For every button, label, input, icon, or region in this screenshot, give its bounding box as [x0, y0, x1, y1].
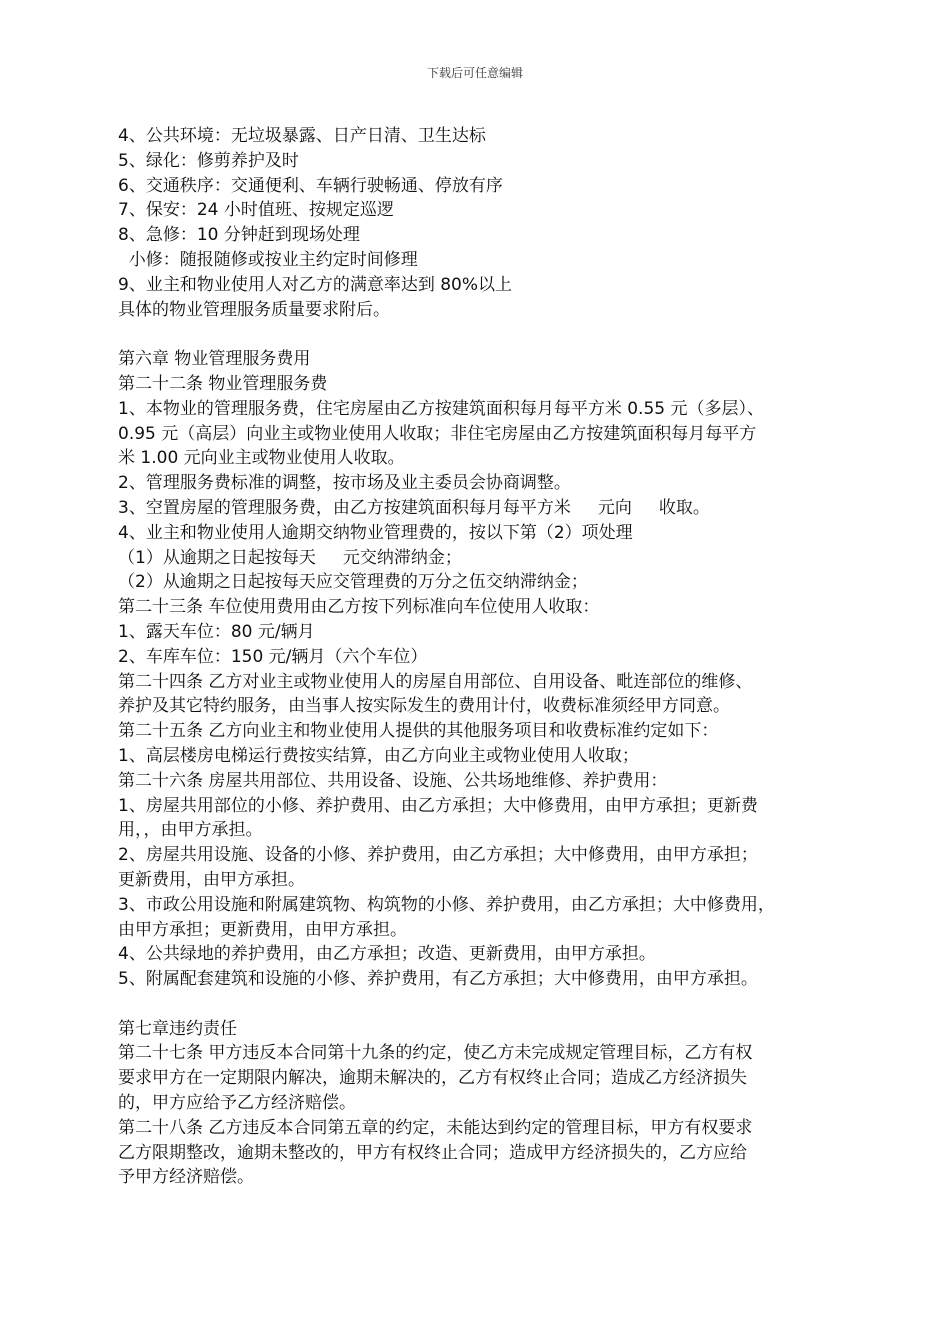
text-line: 4、公共环境：无垃圾暴露、日产日清、卫生达标: [118, 126, 486, 146]
text-line: 2、车库车位：150 元/辆月（六个车位）: [118, 646, 428, 667]
text-line: 6、交通秩序：交通便利、车辆行驶畅通、停放有序: [118, 175, 503, 196]
chapter-six-section: [118, 347, 918, 992]
text-line: 9、业主和物业使用人对乙方的满意率达到 80%以上: [118, 274, 513, 295]
paragraph-gap: [118, 992, 918, 1017]
text-line: 1、露天车位：80 元/辆月: [118, 621, 315, 642]
page-header: 下载后可任意编辑: [426, 66, 523, 80]
text-line: 5、绿化：修剪养护及时: [118, 150, 299, 171]
text-line: 5、附属配套建筑和设施的小修、养护费用，有乙方承担；大中修费用，由甲方承担。: [118, 969, 758, 990]
text-line: 第二十八条 乙方违反本合同第五章的约定，未能达到约定的管理目标，甲方有权要求: [118, 1117, 753, 1138]
text-line: 具体的物业管理服务质量要求附后。: [118, 299, 390, 320]
service-standards-section: [118, 124, 918, 322]
article-heading: 第二十六条 房屋共用部位、共用设备、设施、公共场地维修、养护费用：: [118, 770, 668, 791]
text-line: 小修：随报随修或按业主约定时间修理: [118, 249, 418, 270]
text-line: 米 1.00 元向业主或物业使用人收取。: [118, 448, 405, 469]
text-line: 养护及其它特约服务，由当事人按实际发生的费用计付，收费标准须经甲方同意。: [118, 696, 730, 717]
text-line: 0.95 元（高层）向业主或物业使用人收取；非住宅房屋由乙方按建筑面积每月每平方: [118, 423, 757, 444]
text-line: 更新费用，由甲方承担。: [118, 869, 305, 890]
article-heading: 第二十二条 物业管理服务费: [118, 373, 328, 394]
chapter-heading: 第七章违约责任: [118, 1018, 237, 1039]
text-line: 1、房屋共用部位的小修、养护费用、由乙方承担；大中修费用，由甲方承担；更新费: [118, 795, 758, 816]
text-line: 3、空置房屋的管理服务费，由乙方按建筑面积每月每平方米 元向 收取。: [118, 497, 710, 518]
text-line: 2、房屋共用设施、设备的小修、养护费用，由乙方承担；大中修费用，由甲方承担；: [118, 845, 758, 866]
text-line: （1）从逾期之日起按每天 元交纳滞纳金；: [118, 547, 462, 568]
text-line: 的，甲方应给予乙方经济赔偿。: [118, 1093, 356, 1114]
text-line: （2）从逾期之日起按每天应交管理费的万分之伍交纳滞纳金；: [118, 572, 588, 593]
paragraph-gap: [118, 322, 918, 347]
text-line: 7、保安：24 小时值班、按规定巡逻: [118, 200, 394, 221]
text-line: 1、本物业的管理服务费，住宅房屋由乙方按建筑面积每月每平方米 0.55 元（多层）、: [118, 398, 764, 419]
text-line: 4、业主和物业使用人逾期交纳物业管理费的，按以下第（2）项处理: [118, 522, 633, 543]
text-line: 2、管理服务费标准的调整，按市场及业主委员会协商调整。: [118, 473, 571, 494]
text-line: 1、高层楼房电梯运行费按实结算，由乙方向业主或物业使用人收取；: [118, 745, 639, 766]
chapter-heading: 第六章 物业管理服务费用: [118, 349, 311, 370]
text-line: 乙方限期整改，逾期未整改的，甲方有权终止合同；造成甲方经济损失的，乙方应给: [118, 1142, 747, 1163]
text-line: 要求甲方在一定期限内解决，逾期未解决的，乙方有权终止合同；造成乙方经济损失: [118, 1068, 747, 1089]
text-line: 予甲方经济赔偿。: [118, 1167, 254, 1188]
text-line: 用，，由甲方承担。: [118, 820, 263, 841]
text-line: 4、公共绿地的养护费用，由乙方承担；改造、更新费用，由甲方承担。: [118, 944, 656, 965]
text-line: 第二十七条 甲方违反本合同第十九条的约定，使乙方未完成规定管理目标，乙方有权: [118, 1043, 753, 1064]
article-heading: 第二十四条 乙方对业主或物业使用人的房屋自用部位、自用设备、毗连部位的维修、: [118, 671, 753, 692]
article-heading: 第二十三条 车位使用费用由乙方按下列标准向车位使用人收取：: [118, 597, 600, 618]
text-line: 3、市政公用设施和附属建筑物、构筑物的小修、养护费用，由乙方承担；大中修费用，: [118, 894, 775, 915]
text-line: 由甲方承担；更新费用，由甲方承担。: [118, 919, 407, 940]
text-line: 8、急修：10 分钟赶到现场处理: [118, 225, 360, 246]
article-heading: 第二十五条 乙方向业主和物业使用人提供的其他服务项目和收费标准约定如下：: [118, 721, 719, 742]
document-body: [118, 124, 918, 1190]
chapter-seven-section: [118, 1017, 918, 1191]
